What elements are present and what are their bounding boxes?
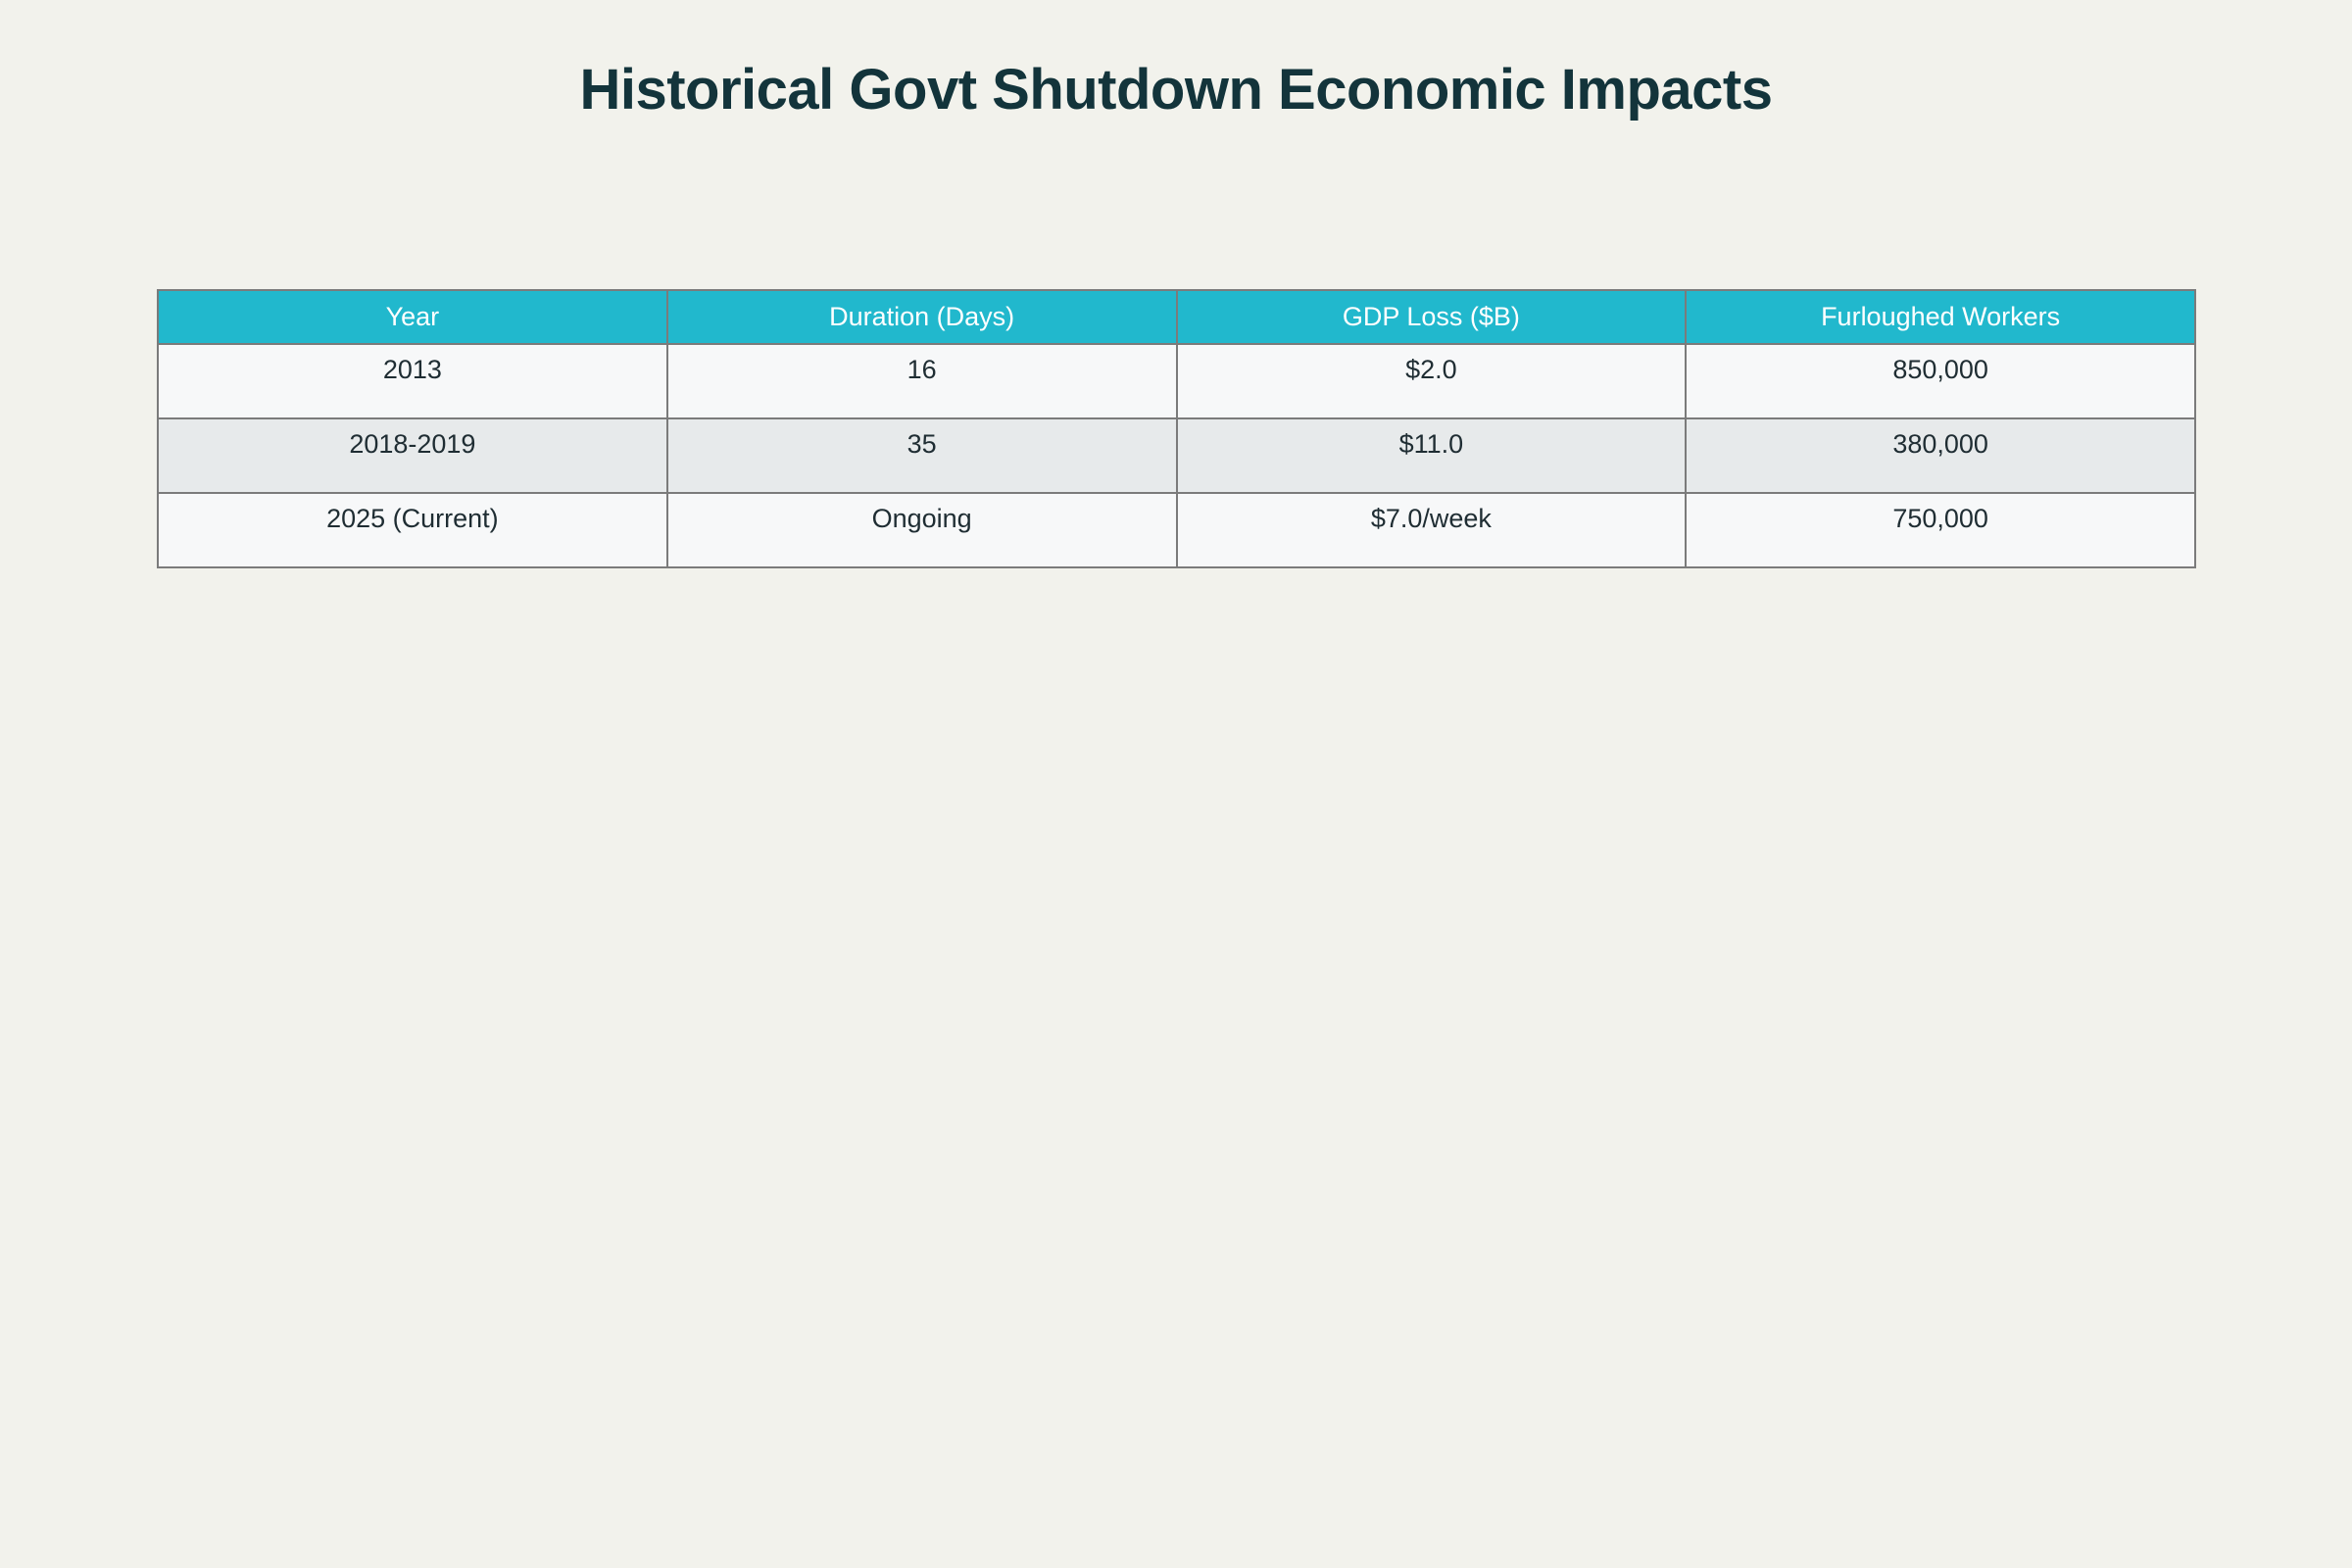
table-cell: 2013 — [158, 344, 667, 418]
table-row — [158, 418, 2195, 493]
column-header-gdp-loss: GDP Loss ($B) — [1177, 290, 1687, 344]
table-cell: $2.0 — [1177, 344, 1687, 418]
table-cell: 380,000 — [1686, 418, 2195, 493]
table-cell: 2018-2019 — [158, 418, 667, 493]
table-cell: 850,000 — [1686, 344, 2195, 418]
table-cell: 2025 (Current) — [158, 493, 667, 567]
table-cell: Ongoing — [667, 493, 1177, 567]
table-cell: 35 — [667, 418, 1177, 493]
column-header-duration: Duration (Days) — [667, 290, 1177, 344]
table-cell: $11.0 — [1177, 418, 1687, 493]
table-header-row — [158, 290, 2195, 344]
table-row — [158, 493, 2195, 567]
table-cell: 750,000 — [1686, 493, 2195, 567]
data-table — [157, 289, 2196, 568]
chart-title: Historical Govt Shutdown Economic Impacts — [579, 58, 1773, 122]
table-cell: 16 — [667, 344, 1177, 418]
table-row — [158, 344, 2195, 418]
column-header-year: Year — [158, 290, 667, 344]
column-header-furloughed-workers: Furloughed Workers — [1686, 290, 2195, 344]
table-cell: $7.0/week — [1177, 493, 1687, 567]
